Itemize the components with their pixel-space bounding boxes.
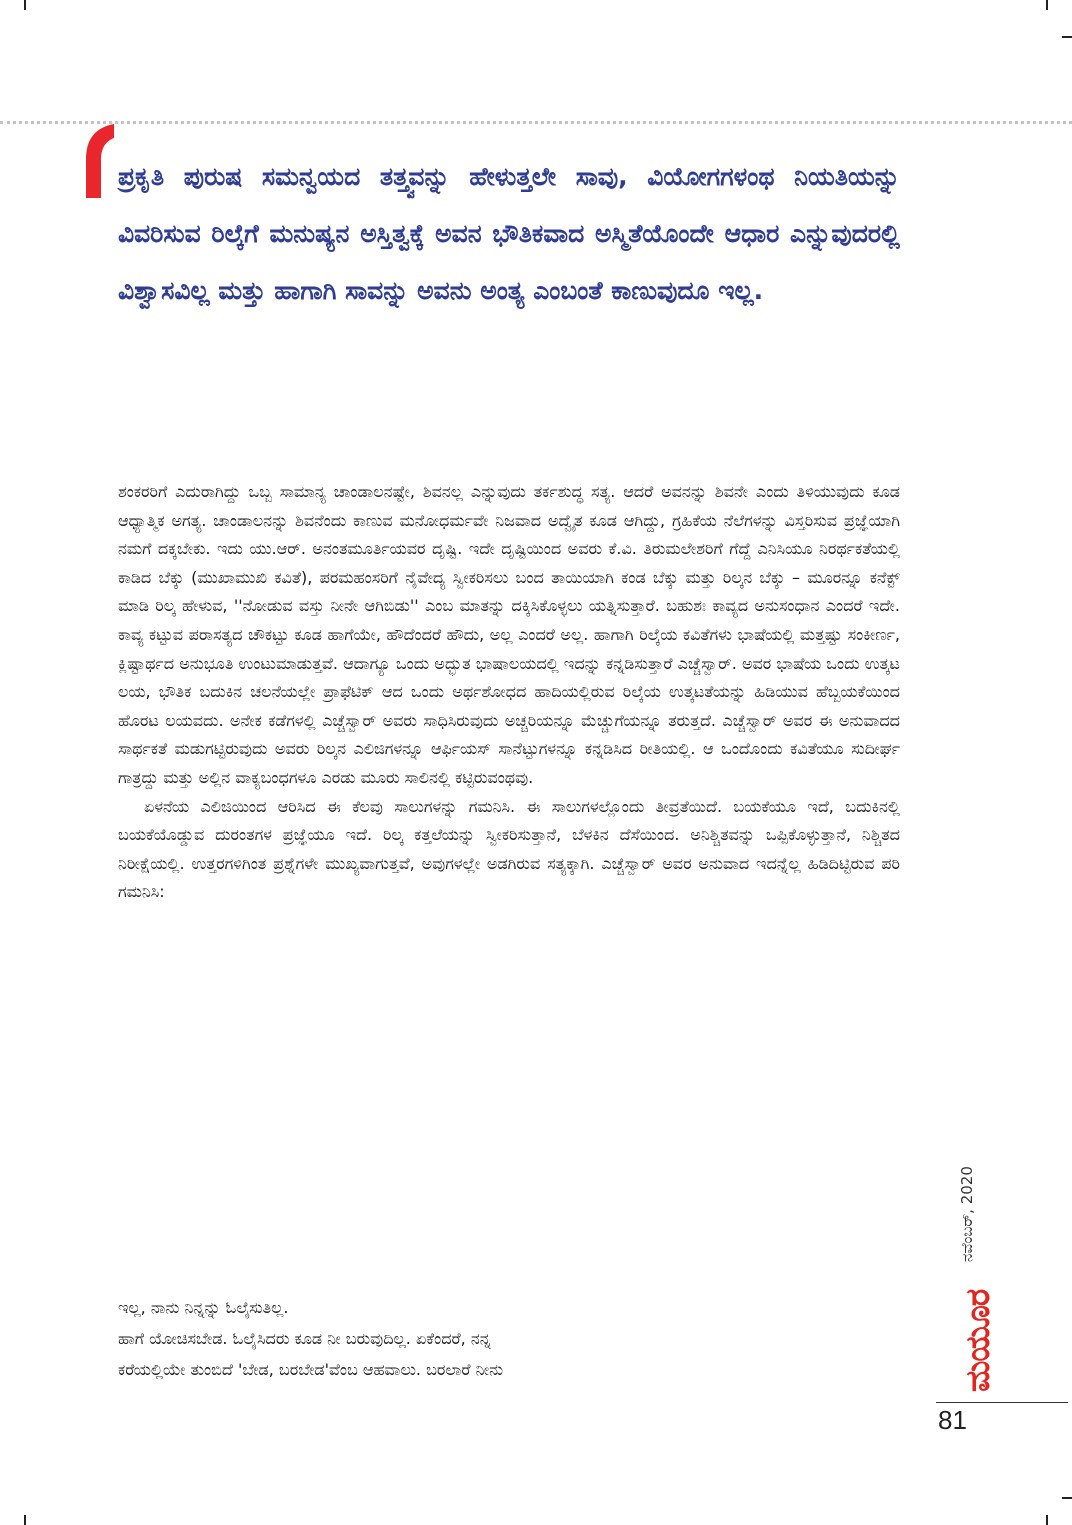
crop-mark-bottom-right: [1046, 1515, 1048, 1525]
crop-mark-right-lower: [1062, 1497, 1072, 1499]
crop-mark-right-upper: [1062, 36, 1072, 38]
pull-quote: ಪ್ರಕೃತಿ ಪುರುಷ ಸಮನ್ವಯದ ತತ್ತ್ವವನ್ನು ಹೇಳುತ್ತಲೇ ಸಾವು, ವಿಯೋಗಗಳಂಥ ನಿಯತಿಯನ್ನು ವಿವರಿಸುವ ರಿಲ್ಕೆಗೆ ಮನುಷ್ಯನ ಅಸ್ತಿತ್ವಕ್ಕೆ ಅವನ ಭೌತಿಕವಾದ ಅಸ್ಮಿತೆಯೊಂದೇ ಆಧಾರ ಎನ್ನುವುದರಲ್ಲಿ ವಿಶ್ವಾಸವಿಲ್ಲ ಮತ್ತು ಹಾಗಾಗಿ ಸಾವನ್ನು ಅವನು ಅಂತ್ಯ ಎಂಬಂತೆ ಕಾಣುವುದೂ ಇಲ್ಲ.: [118, 162, 900, 305]
verse-line: ಇಲ್ಲ, ನಾನು ನಿನ್ನನ್ನು ಓಲೈಸುತಿಲ್ಲ.: [118, 1298, 289, 1317]
footer-rule: [936, 1402, 1068, 1403]
body-paragraph: ಶಂಕರರಿಗೆ ಎದುರಾಗಿದ್ದು ಒಬ್ಬ ಸಾಮಾನ್ಯ ಚಾಂಡಾಲನಷ್ಟೇ, ಶಿವನಲ್ಲ ಎನ್ನುವುದು ತರ್ಕಶುದ್ಧ ಸತ್ಯ. ಆದರೆ ಅವನನ್ನು ಶಿವನೇ ಎಂದು ತಿಳಿಯುವುದು ಕೂಡ ಆಧ್ಯಾತ್ಮಿಕ ಅಗತ್ಯ. ಚಾಂಡಾಲನನ್ನು ಶಿವನೆಂದು ಕಾಣುವ ಮನೋಧರ್ಮವೇ ನಿಜವಾದ ಅದ್ವೈತ ಕೂಡ ಆಗಿದ್ದು, ಗ್ರಹಿಕೆಯ ನೆಲೆಗಳನ್ನು ವಿಸ್ತರಿಸುವ ಪ್ರಜ್ಞೆಯಾಗಿ ನಮಗೆ ದಕ್ಕಬೇಕು. ಇದು ಯು.ಆರ್. ಅನಂತಮೂರ್ತಿಯವರ ದೃಷ್ಟಿ. ಇದೇ ದೃಷ್ಟಿಯಿಂದ ಅವರು ಕೆ.ವಿ. ತಿರುಮಲೇಶರಿಗೆ ಗೆದ್ದೆ ಎನಿಸಿಯೂ ನಿರರ್ಥಕತೆಯಲ್ಲಿ ಕಾಡಿದ ಬೆಕ್ಕು (ಮುಖಾಮುಖಿ ಕವಿತೆ), ಪರಮಹಂಸರಿಗೆ ನೈವೇದ್ಯ ಸ್ವೀಕರಿಸಲು ಬಂದ ತಾಯಿಯಾಗಿ ಕಂಡ ಬೆಕ್ಕು ಮತ್ತು ರಿಲ್ಕನ ಬೆಕ್ಕು – ಮೂರನ್ನೂ ಕನೆಕ್ಟ್ ಮಾಡಿ ರಿಲ್ಕ ಹೇಳುವ, ''ನೋಡುವ ವಸ್ತು ನೀನೇ ಆಗಿಬಿಡು'' ಎಂಬ ಮಾತನ್ನು ದಕ್ಕಿಸಿಕೊಳ್ಳಲು ಯತ್ನಿಸುತ್ತಾರೆ. ಬಹುಶಃ ಕಾವ್ಯದ ಅನುಸಂಧಾನ ಎಂದರೆ ಇದೇ. ಕಾವ್ಯ ಕಟ್ಟುವ ಪರಾಸತ್ಯದ ಚೌಕಟ್ಟು ಕೂಡ ಹಾಗೆಯೇ, ಹೌದೆಂದರೆ ಹೌದು, ಅಲ್ಲ ಎಂದರೆ ಅಲ್ಲ. ಹಾಗಾಗಿ ರಿಲ್ಕೆಯ ಕವಿತೆಗಳು ಭಾಷೆಯಲ್ಲಿ ಮತ್ತಷ್ಟು ಸಂಕೀರ್ಣ, ಕ್ಲಿಷ್ಟಾರ್ಥದ ಅನುಭೂತಿ ಉಂಟುಮಾಡುತ್ತವೆ. ಆದಾಗ್ಯೂ ಒಂದು ಅದ್ಭುತ ಭಾಷಾಲಯದಲ್ಲಿ ಇದನ್ನು ಕನ್ನಡಿಸುತ್ತಾರೆ ಎಚ್ಚೆಸ್ವಾರ್. ಅವರ ಭಾಷೆಯ ಒಂದು ಉತ್ಕಟ ಲಯ, ಭೌತಿಕ ಬದುಕಿನ ಚಲನೆಯಲ್ಲೇ ಪ್ರಾಫೆಟಿಕ್ ಆದ ಒಂದು ಅರ್ಥಶೋಧದ ಹಾದಿಯಲ್ಲಿರುವ ರಿಲ್ಕೆಯ ಉತ್ಕಟತೆಯನ್ನು ಹಿಡಿಯುವ ಹೆಬ್ಬಯಕೆಯಿಂದ ಹೊರಟ ಲಯವದು. ಅನೇಕ ಕಡೆಗಳಲ್ಲಿ ಎಚ್ಚೆಸ್ವಾರ್ ಅವರು ಸಾಧಿಸಿರುವುದು ಅಚ್ಚರಿಯನ್ನೂ ಮೆಚ್ಚುಗೆಯನ್ನೂ ತರುತ್ತದೆ. ಎಚ್ಚೆಸ್ವಾರ್ ಅವರ ಈ ಅನುವಾದದ ಸಾರ್ಥಕತೆ ಮಡುಗಟ್ಟಿರುವುದು ಅವರು ರಿಲ್ಕನ ಎಲಿಜಿಗಳನ್ನೂ ಆರ್ಫಿಯಸ್ ಸಾನೆಟ್ಟುಗಳನ್ನೂ ಕನ್ನಡಿಸಿದ ರೀತಿಯಲ್ಲಿ. ಆ ಒಂದೊಂದು ಕವಿತೆಯೂ ಸುದೀರ್ಘ ಗಾತ್ರದ್ದು ಮತ್ತು ಅಲ್ಲಿನ ವಾಕ್ಯಬಂಧಗಳೂ ಎರಡು ಮೂರು ಸಾಲಿನಲ್ಲಿ ಕಟ್ಟಿರುವಂಥವು.: [118, 482, 900, 787]
article-body: [118, 478, 900, 907]
issue-date: ನವೆಂಬರ್, 2020: [958, 1166, 976, 1262]
body-paragraph: ಏಳನೆಯ ಎಲಿಜಿಯಿಂದ ಆರಿಸಿದ ಈ ಕೆಲವು ಸಾಲುಗಳನ್ನು ಗಮನಿಸಿ. ಈ ಸಾಲುಗಳಲ್ಲೊಂದು ತೀವ್ರತೆಯಿದೆ. ಬಯಕೆಯೂ ಇದೆ, ಬದುಕಿನಲ್ಲಿ ಬಯಕೆಯೊಡ್ಡುವ ದುರಂತಗಳ ಪ್ರಜ್ಞೆಯೂ ಇದೆ. ರಿಲ್ಕ ಕತ್ತಲೆಯನ್ನು ಸ್ವೀಕರಿಸುತ್ತಾನೆ, ಬೆಳಕಿನ ದೆಸೆಯಿಂದ. ಅನಿಶ್ಚಿತವನ್ನು ಒಪ್ಪಿಕೊಳ್ಳುತ್ತಾನೆ, ನಿಶ್ಚಿತದ ನಿರೀಕ್ಷೆಯಲ್ಲಿ. ಉತ್ತರಗಳಿಗಿಂತ ಪ್ರಶ್ನೆಗಳೇ ಮುಖ್ಯವಾಗುತ್ತವೆ, ಅವುಗಳಲ್ಲೇ ಅಡಗಿರುವ ಸತ್ಯಕ್ಕಾಗಿ. ಎಚ್ಚೆಸ್ವಾರ್ ಅವರ ಅನುವಾದ ಇದನ್ನೆಲ್ಲ ಹಿಡಿದಿಟ್ಟಿರುವ ಪರಿ ಗಮನಿಸಿ:: [118, 796, 900, 902]
verse-line: ಕರೆಯಲ್ಲಿಯೇ ತುಂಬಿದೆ 'ಬೇಡ, ಬರಬೇಡ'ವೆಂಬ ಆಹವಾಲು. ಬರಲಾರೆ ನೀನು: [118, 1360, 504, 1379]
verse-block: [118, 1292, 798, 1385]
quote-mark-icon: [80, 124, 116, 198]
crop-mark-top-left: [24, 0, 26, 10]
dotted-divider: [0, 121, 1072, 124]
crop-mark-bottom-left: [24, 1515, 26, 1525]
magazine-logo: ಮಯೂರ: [958, 1289, 997, 1392]
crop-mark-top-right: [1046, 0, 1048, 10]
page-number: 81: [938, 1405, 967, 1435]
verse-line: ಹಾಗೆ ಯೋಚಿಸಬೇಡ. ಓಲೈಸಿದರು ಕೂಡ ನೀ ಬರುವುದಿಲ್ಲ. ಏಕೆಂದರೆ, ನನ್ನ: [118, 1329, 491, 1348]
